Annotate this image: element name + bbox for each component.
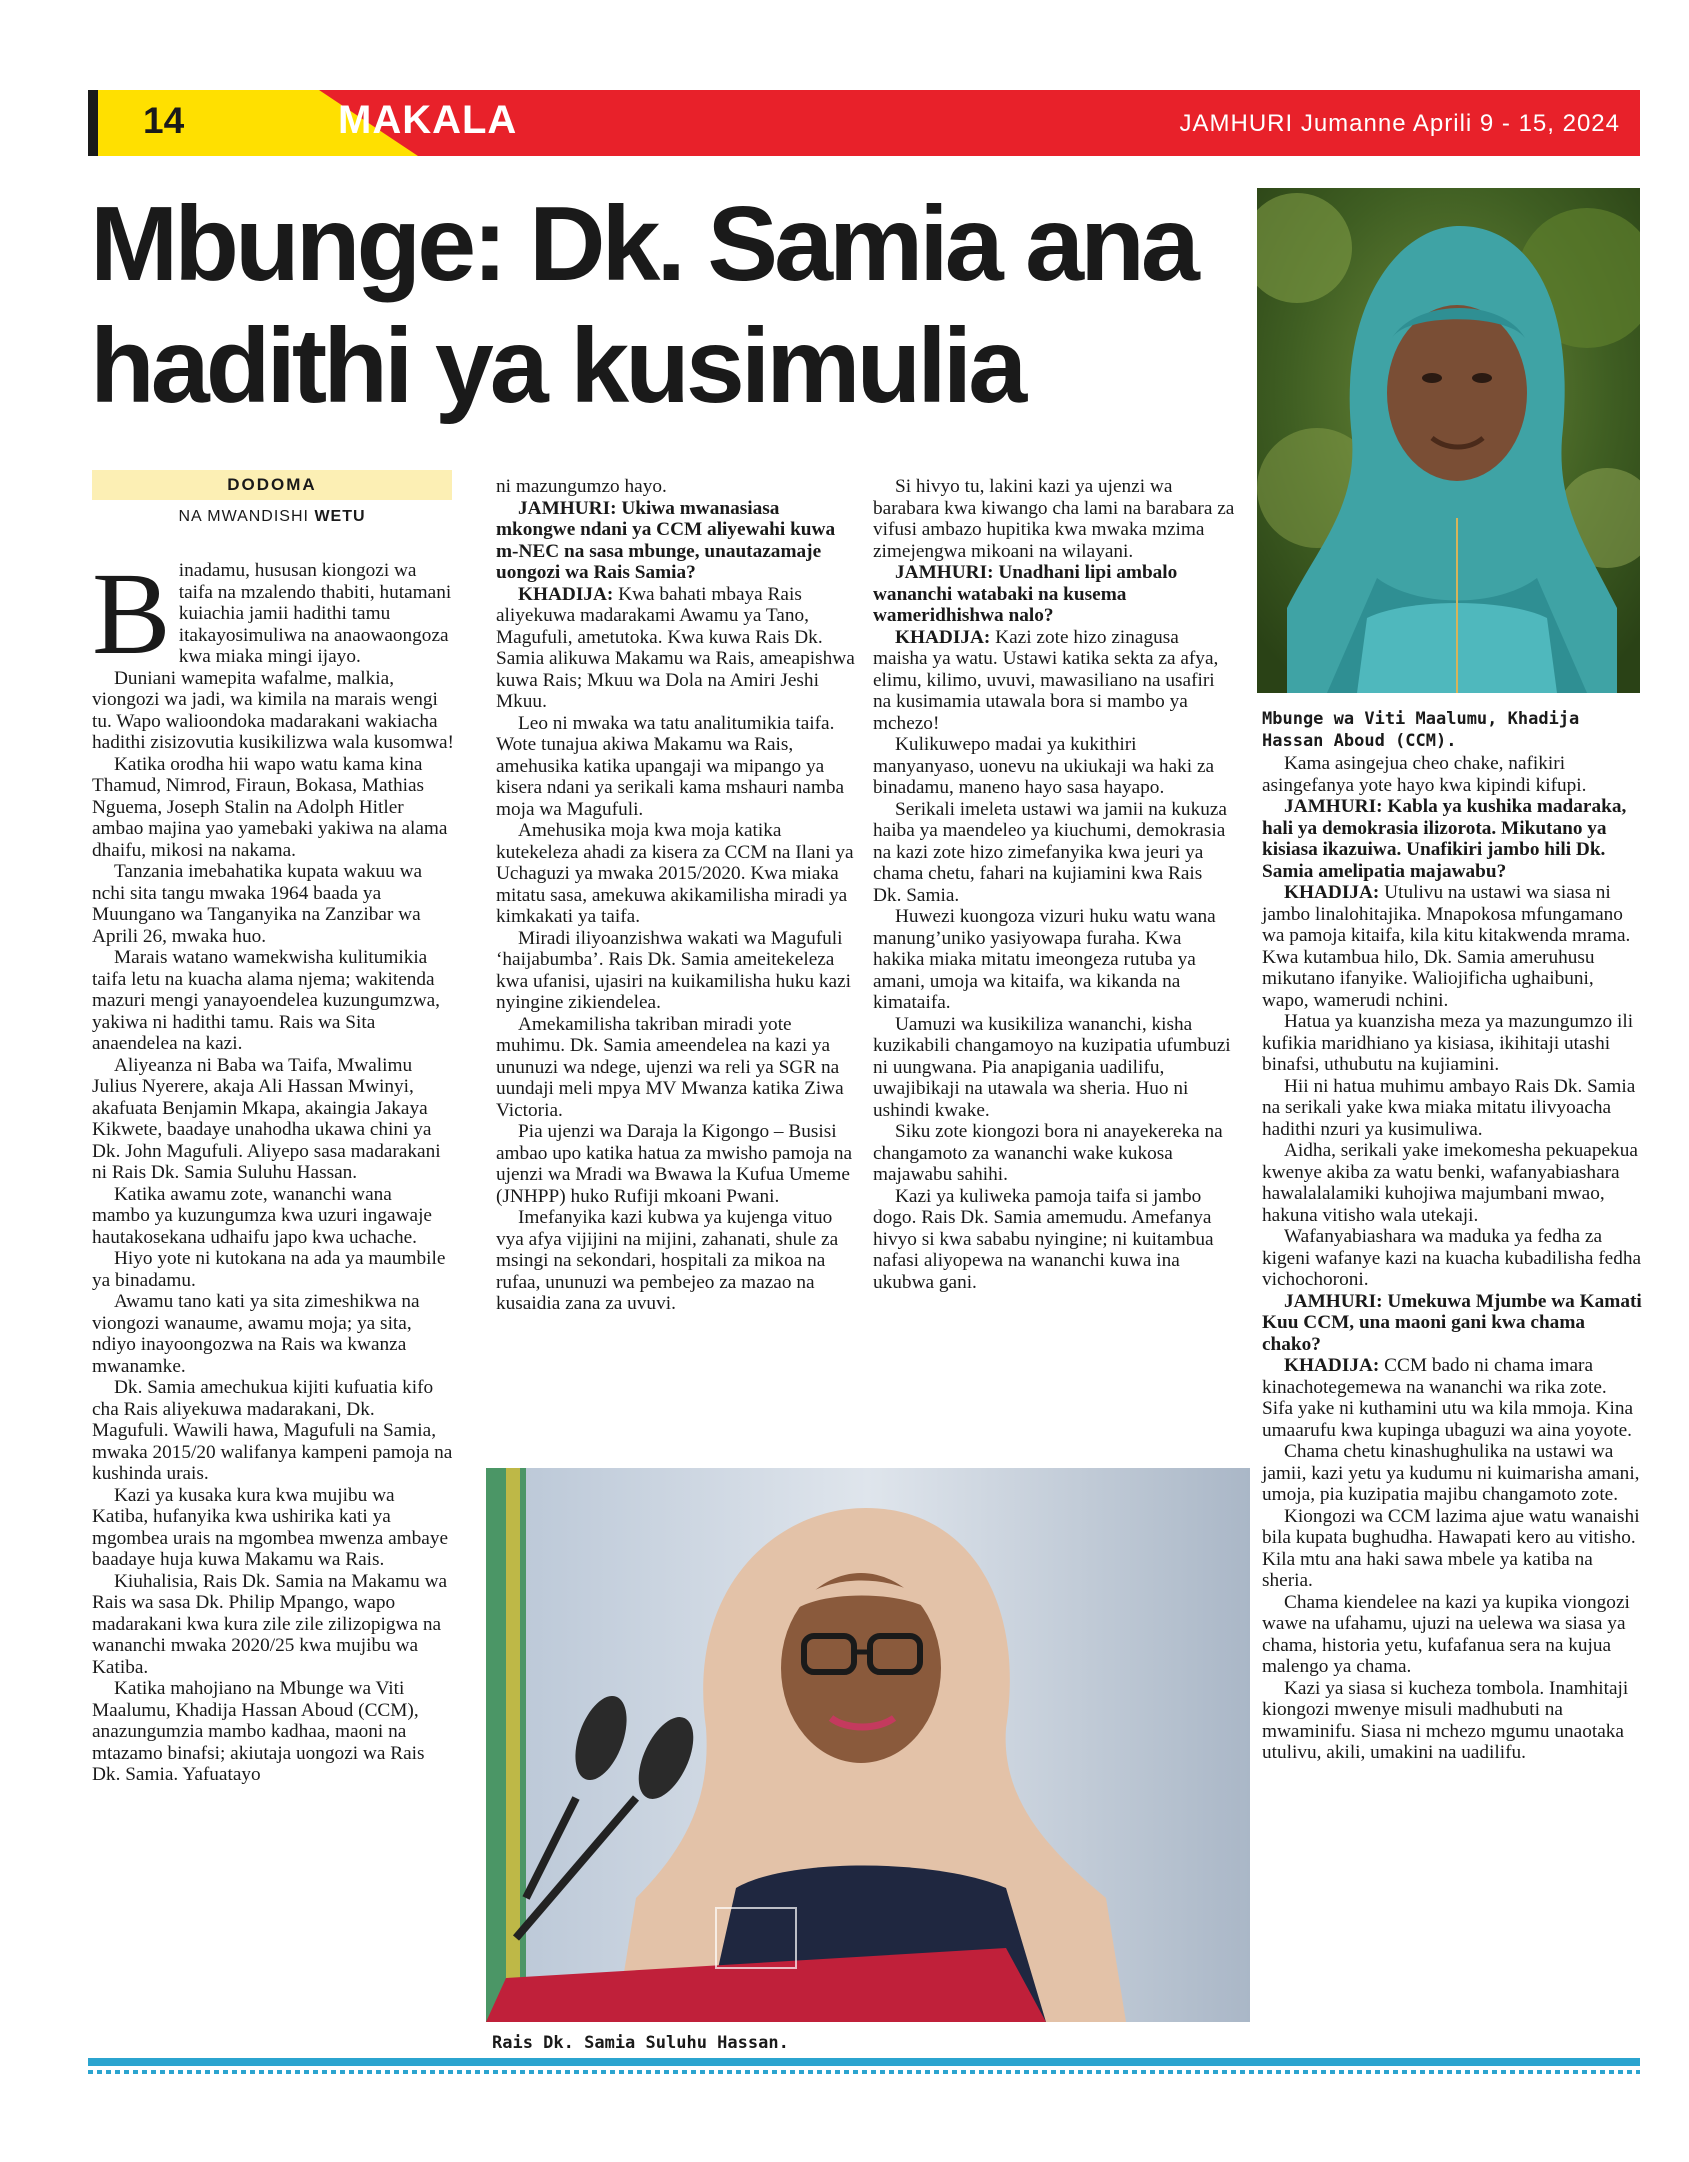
interview-question: JAMHURI: Ukiwa mwanasiasa mkongwe ndani ya CCM aliyewahi kuwa m-NEC na sasa mbunge, unautazamaje uongozi wa Rais Samia? <box>496 497 836 583</box>
drop-cap: B <box>92 548 171 679</box>
body-paragraph: Si hivyo tu, lakini kazi ya ujenzi wa barabara kwa kiwango cha lami na barabara za vifusi ambazo hupitika kwa mwaka mzima zimejengwa mikoani na wilayani. <box>873 476 1235 562</box>
lead-paragraph <box>92 548 454 679</box>
body-paragraph: Miradi iliyoanzishwa wakati wa Magufuli ‘haijabumba’. Rais Dk. Samia ameitekeleza kwa ufanisi, ujasiri na kuikamilisha huku kazi nyingine zikiendelea. <box>496 927 852 1013</box>
body-paragraph: Katika mahojiano na Mbunge wa Viti Maalumu, Khadija Hassan Aboud (CCM), anazungumzia mambo kadhaa, maoni na mtazamo binafsi; akiutaja uongozi wa Rais Dk. Samia. Yafuatayo <box>92 1678 425 1785</box>
body-paragraph: Kiuhalisia, Rais Dk. Samia na Makamu wa Rais wa sasa Dk. Philip Mpango, wapo madarakani kwa kura zile zile zilizopigwa na wananchi mwaka 2020/25 kwa mujibu wa Katiba. <box>92 1570 448 1678</box>
interview-question: JAMHURI: Umekuwa Mjumbe wa Kamati Kuu CCM, una maoni gani kwa chama chako? <box>1262 1290 1642 1355</box>
body-paragraph: Aliyeanza ni Baba wa Taifa, Mwalimu Julius Nyerere, akaja Ali Hassan Mwinyi, akafuata Benjamin Mkapa, akaingia Jakaya Kikwete, baadaye unahodha ukawa chini ya Dk. John Magufuli. Aliyepo sasa madarakani ni Rais Dk. Samia Suluhu Hassan. <box>92 1054 441 1183</box>
samia-photo-caption: Rais Dk. Samia Suluhu Hassan. <box>492 2033 789 2053</box>
header-left-bar <box>88 90 98 156</box>
body-paragraph: Uamuzi wa kusikiliza wananchi, kisha kuzikabili changamoyo na kuzipatia ufumbuzi ni uungwana. Pia anapigania uadilifu, uwajibikaji na utawala wa sheria. Huo ni ushindi kwake. <box>873 1013 1231 1121</box>
body-paragraph: Hiyo yote ni kutokana na ada ya maumbile ya binadamu. <box>92 1248 446 1291</box>
speaker-label: KHADIJA: <box>518 583 614 605</box>
body-paragraph: Serikali imeleta ustawi wa jamii na kukuza haiba ya maendeleo ya kiuchumi, demokrasia na kazi zote hizo zimefanyika kwa jeuri ya chama chetu, fahari na kujiamini kwa Rais Dk. Samia. <box>873 798 1227 906</box>
body-paragraph: Hii ni hatua muhimu ambayo Rais Dk. Samia na serikali yake kwa miaka mitatu ilivyoacha hadithi nzuri ya kusimuliwa. <box>1262 1075 1636 1140</box>
speaker-label: KHADIJA: <box>1284 882 1380 903</box>
footer-line <box>88 2058 1640 2066</box>
issue-info: JAMHURI Jumanne Aprili 9 - 15, 2024 <box>1179 110 1620 137</box>
lead-text: inadamu, hususan kiongozi wa taifa na mzalendo thabiti, hutamani kuiachia jamii hadithi tamu itakayosimuliwa na anaowaongoza kwa miaka mingi ijayo. <box>178 560 452 667</box>
body-paragraph: Kazi ya kusaka kura kwa mujibu wa Katiba, hufanyika kwa ushirika kati ya mgombea urais na mgombea mwenza ambaye baadaye huja kuwa Makamu wa Rais. <box>92 1484 449 1570</box>
continued-text: ni mazungumzo hayo. <box>496 476 667 497</box>
body-paragraph: Huwezi kuongoza vizuri huku watu wana manung’uniko yasiyowapa furaha. Kwa hakika miaka mitatu imeongeza rutuba ya amani, umoja wa kitaifa, wa kikanda na kimataifa. <box>873 906 1216 1013</box>
body-paragraph: Kama asingejua cheo chake, nafikiri asingefanya yote hayo kwa kipindi kifupi. <box>1262 753 1587 796</box>
answer-text: Kwa bahati mbaya Rais aliyekuwa madarakami Awamu ya Tano, Magufuli, ametutoka. Kwa kuwa Rais Dk. Samia alikuwa Makamu wa Rais, ameapishwa kuwa Rais; Mkuu wa Dola na Amiri Jeshi Mkuu. <box>496 583 855 712</box>
body-paragraph: Katika awamu zote, wananchi wana mambo ya kuzungumza kwa uzuri ingawaje hautakosekana udhaifu japo kwa uchache. <box>92 1183 432 1248</box>
interview-question: JAMHURI: Kabla ya kushika madaraka, hali ya demokrasia ilizorota. Mikutano ya kisiasa ikazuiwa. Unafikiri jambo hili Dk. Samia amelipatia majawabu? <box>1262 796 1627 882</box>
body-paragraph: Kulikuwepo madai ya kukithiri manyanyaso, uonevu na ukiukaji wa haki za binadamu, maneno hayo sasa hayapo. <box>873 734 1215 798</box>
answer-text: CCM bado ni chama imara kinachotegemewa na wananchi wa rika zote. Sifa yake ni kuthamini utu wa kila mmoja. Kina umaarufu kwa kupinga ubaguzi wa aina yoyote. <box>1262 1355 1634 1441</box>
speaker-label: KHADIJA: <box>895 626 991 648</box>
interview-answer <box>496 584 858 713</box>
byline <box>92 508 452 526</box>
samia-speaking-photo <box>486 1468 1250 2022</box>
body-paragraph: Amehusika moja kwa moja katika kutekeleza ahadi za kisera za CCM na Ilani ya Uchaguzi ya mwaka 2015/2020. Kwa miaka mitatu sasa, amekuwa akikamilisha miradi ya kimkakati ya taifa. <box>496 820 854 927</box>
body-paragraph: Hatua ya kuanzisha meza ya mazungumzo ili kufikia maridhiano ya kisiasa, ikihitaji utashi binafsi, uthubutu na kujiamini. <box>1262 1011 1634 1075</box>
dateline: DODOMA <box>92 470 452 500</box>
headline: Mbunge: Dk. Samia ana hadithi ya kusimulia <box>90 185 1196 425</box>
body-paragraph: Chama chetu kinashughulika na ustawi wa jamii, kazi yetu ya kudumu ni kuimarisha amani, umoja, pia kuzipatia majibu changamoto zote. <box>1262 1441 1640 1505</box>
body-paragraph: Duniani wamepita wafalme, malkia, viongozi wa jadi, wa kimila na marais wengi tu. Wapo walioondoka madarakani wakiacha hadithi zisizovutia kusikilizwa wala kusomwa! <box>92 667 454 753</box>
body-paragraph: Awamu tano kati ya sita zimeshikwa na viongozi wanaume, awamu moja; ya sita, ndiyo inayoongozwa na Rais wa kwanza mwanamke. <box>92 1291 420 1377</box>
speaker-label: KHADIJA: <box>1284 1355 1380 1376</box>
footer-dashed-line <box>88 2070 1640 2074</box>
article-column-3 <box>873 476 1235 1293</box>
body-paragraph: Pia ujenzi wa Daraja la Kigongo – Busisi ambao upo katika hatua za mwisho pamoja na ujenzi wa Mradi wa Bwawa la Kufua Umeme (JNHPP) huko Rufiji mkoani Pwani. <box>496 1121 853 1207</box>
body-paragraph: Katika orodha hii wapo watu kama kina Thamud, Nimrod, Firaun, Bokasa, Mathias Nguema, Joseph Stalin na Adolph Hitler ambao majina yao yamebaki yakiwa na alama dhaifu, mikosi na nakama. <box>92 753 448 861</box>
body-paragraph: Dk. Samia amechukua kijiti kufuatia kifo cha Rais aliyekuwa madarakani, Dk. Magufuli. Wawili hawa, Magufuli na Samia, mwaka 2015/20 walifanya kampeni pamoja na kushinda urais. <box>92 1377 453 1484</box>
body-paragraph: Chama kiendelee na kazi ya kupika viongozi wawe na ufahamu, ujuzi na uelewa wa siasa ya chama, historia yetu, kufafanua sera na kujua malengo ya chama. <box>1262 1591 1630 1677</box>
body-paragraph: Siku zote kiongozi bora ni anayekereka na changamoto za wananchi wake kukosa majawabu sahihi. <box>873 1121 1223 1185</box>
body-paragraph: Amekamilisha takriban miradi yote muhimu. Dk. Samia ameendelea na kazi ya ununuzi wa ndege, ujenzi wa reli ya SGR na uundaji meli mpya MV Mwanza katika Ziwa Victoria. <box>496 1013 844 1121</box>
body-paragraph: Tanzania imebahatika kupata wakuu wa nchi sita tangu mwaka 1964 baada ya Muungano wa Tanganyika na Zanzibar wa Aprili 26, mwaka huo. <box>92 861 423 947</box>
body-paragraph: Marais watano wamekwisha kulitumikia taifa letu na kuacha alama njema; wakitenda mazuri mengi yanayoendelea kuzungumzwa, yakiwa ni hadithi tamu. Rais wa Sita anaendelea na kazi. <box>92 947 440 1054</box>
body-paragraph: Wafanyabiashara wa maduka ya fedha za kigeni wafanye kazi na kuacha kubadilisha fedha vichochoroni. <box>1262 1226 1642 1290</box>
body-paragraph: Kiongozi wa CCM lazima ajue watu wanaishi bila kupata bughudha. Hawapati kero au vitisho. Kila mtu ana haki sawa mbele ya katiba na sheria. <box>1262 1505 1640 1591</box>
byline-prefix: NA MWANDISHI <box>178 508 309 525</box>
page-number: 14 <box>143 100 185 141</box>
khadija-portrait-photo <box>1257 188 1640 693</box>
answer-text: Kazi zote hizo zinagusa maisha ya watu. Ustawi katika sekta za afya, elimu, kilimo, uvuvi, mawasiliano na usafiri na kusimamia utawala bora si mambo ya mchezo! <box>873 626 1219 734</box>
interview-answer <box>1262 1355 1642 1441</box>
article-column-2 <box>496 476 858 1315</box>
interview-answer <box>873 627 1235 735</box>
body-paragraph: Imefanyika kazi kubwa ya kujenga vituo vya afya vijijini na mijini, zahanati, shule za msingi na sekondari, hospitali za mikoa na rufaa, ununuzi wa pembejeo za mazao na kusaidia zana za uvuvi. <box>496 1207 839 1314</box>
byline-name: WETU <box>314 508 366 525</box>
interview-question: JAMHURI: Unadhani lipi ambalo wananchi watabaki na kusema wameridhishwa nalo? <box>873 562 1178 626</box>
article-column-1 <box>92 548 454 1786</box>
article-column-4 <box>1262 753 1642 1764</box>
body-paragraph: Kazi ya siasa si kucheza tombola. Inamhitaji kiongozi mwenye misuli madhubuti na mwaminifu. Siasa ni mchezo mgumu unaotaka utulivu, akili, umakini na uadilifu. <box>1262 1677 1629 1763</box>
body-paragraph: Leo ni mwaka wa tatu analitumikia taifa. Wote tunajua akiwa Makamu wa Rais, amehusika katika upangaji wa mipango ya kisera ndani ya serikali kama mshauri namba moja wa Magufuli. <box>496 712 845 820</box>
answer-text: Utulivu na ustawi wa siasa ni jambo linalohitajika. Mnapokosa mfungamano wa pamoja kitaifa, kila kitu kitakwenda mrama. Kwa kutambua hilo, Dk. Samia ameruhusu mikutano ifanyike. Waliojificha ughaibuni, wapo, wamerudi nchini. <box>1262 882 1631 1011</box>
body-paragraph: Aidha, serikali yake imekomesha pekuapekua kwenye akiba za watu benki, wafanyabiashara hawalalalamiki kuhojiwa majumbani mwao, hakuna vitisho wala utekaji. <box>1262 1140 1638 1226</box>
body-paragraph: Kazi ya kuliweka pamoja taifa si jambo dogo. Rais Dk. Samia amemudu. Amefanya hivyo si kwa sababu nyingine; ni kuitambua nafasi aliyopewa na wananchi kuwa ina ukubwa gani. <box>873 1185 1214 1293</box>
khadija-photo-caption: Mbunge wa Viti Maalumu, Khadija Hassan Aboud (CCM). <box>1262 709 1580 751</box>
page-header <box>88 90 1640 156</box>
section-title: MAKALA <box>338 98 518 142</box>
interview-answer <box>1262 882 1642 1011</box>
